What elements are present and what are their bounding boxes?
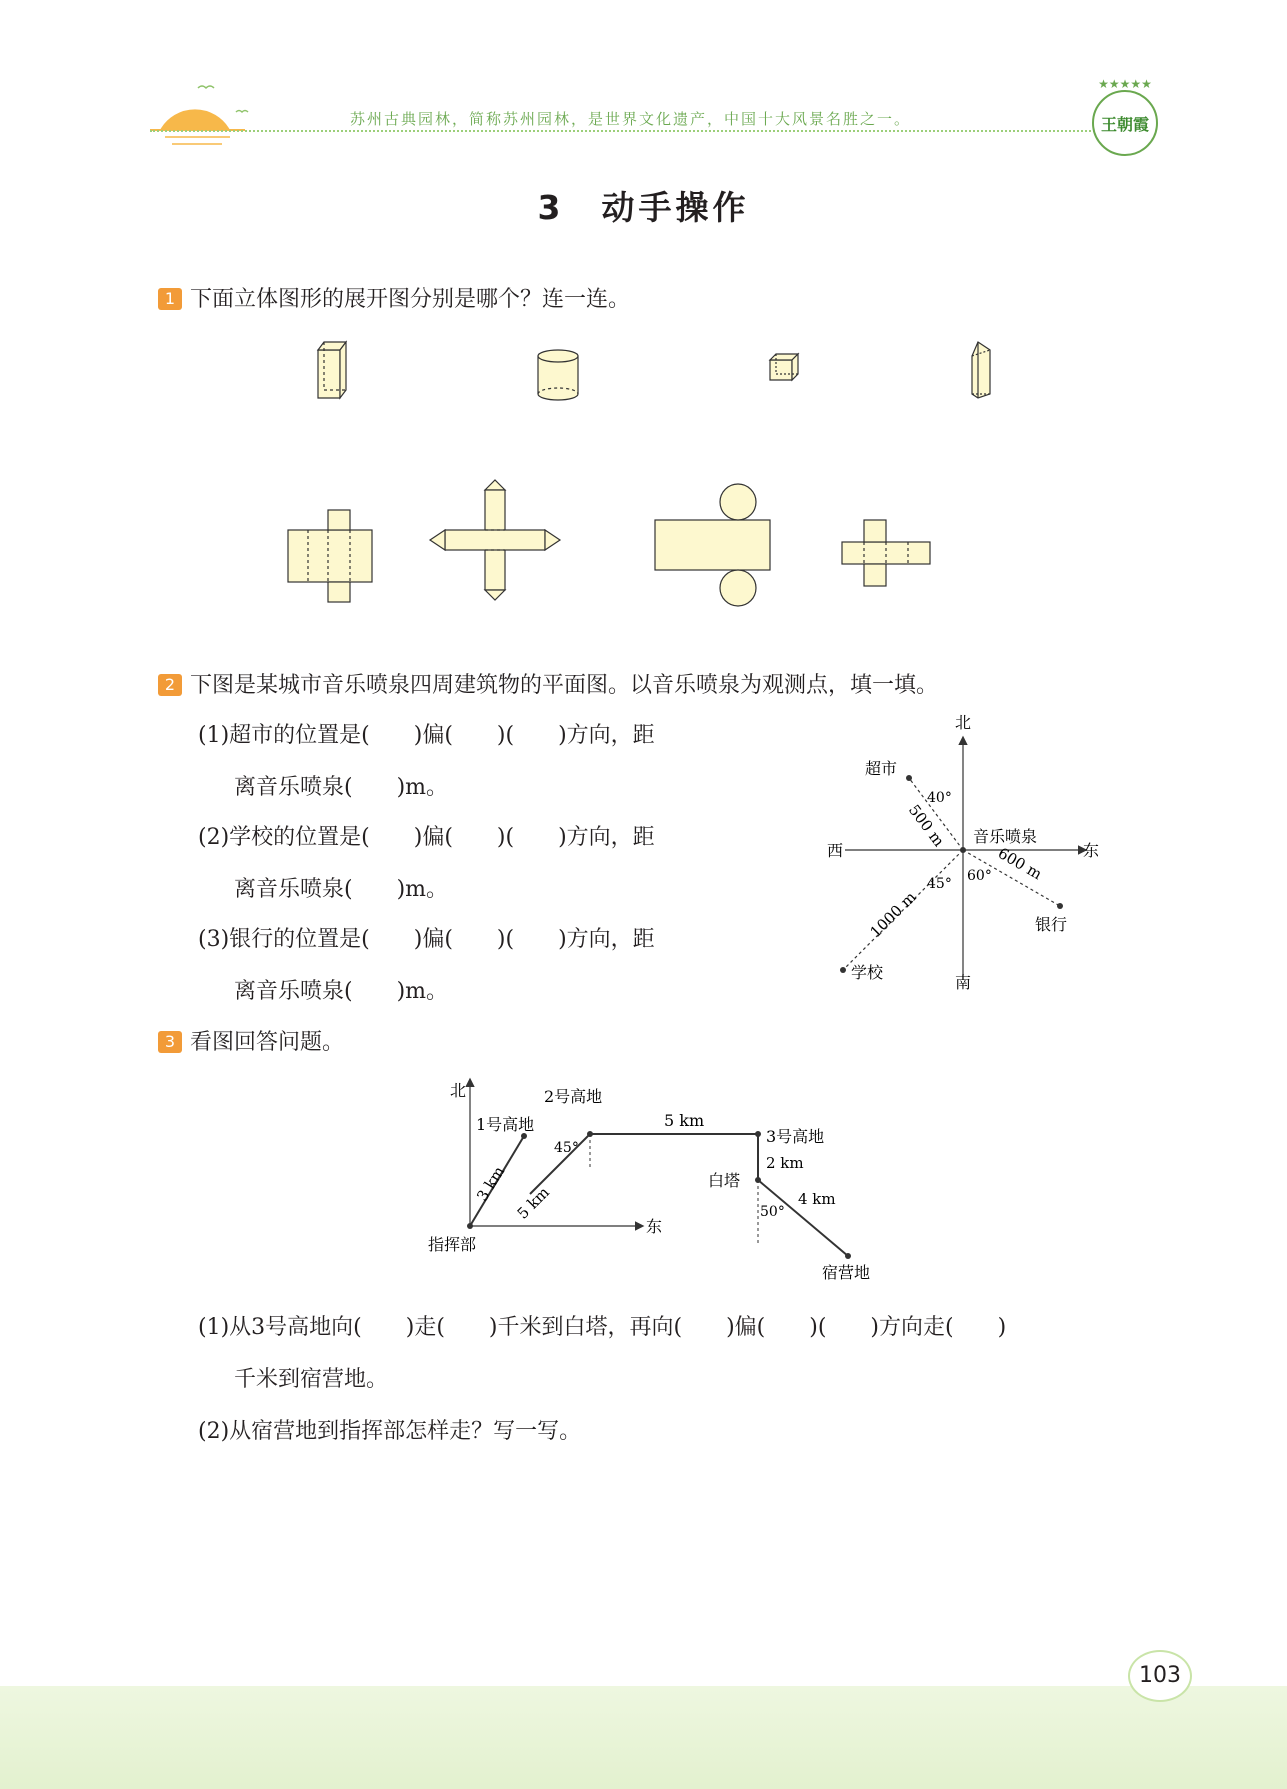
net-cuboid[interactable]	[288, 510, 372, 602]
q3-dist-hill1-hill2: 5 km	[513, 1183, 553, 1223]
q2-dist-bank: 600 m	[994, 843, 1046, 884]
q1-text: 下面立体图形的展开图分别是哪个？连一连。	[190, 287, 631, 312]
q2-item3-line1[interactable]: (3)银行的位置是( )偏( )( )方向，距	[198, 927, 655, 952]
sunset-logo	[150, 80, 260, 150]
q2-item2-line2[interactable]: 离音乐喷泉( )m。	[234, 877, 449, 902]
q1-number: 1	[158, 288, 182, 310]
q3-map	[420, 1070, 900, 1290]
q2-number: 2	[158, 674, 182, 696]
q3-dist-hq-hill1: 3 km	[473, 1162, 509, 1205]
q3-hq-label: 指挥部	[428, 1235, 477, 1254]
q2-south-label: 南	[954, 973, 972, 992]
svg-text:★★★★★: ★★★★★	[1098, 78, 1152, 91]
q3-item1-line2[interactable]: 千米到宿营地。	[234, 1367, 389, 1392]
brand-badge-text: 王朝霞	[1100, 115, 1150, 134]
net-prism[interactable]	[430, 480, 560, 600]
triangular-prism[interactable]	[972, 342, 990, 398]
q1-figures	[260, 320, 1040, 650]
q3-hill2-label: 2号高地	[544, 1087, 603, 1106]
page-title: 3 动手操作	[537, 188, 750, 227]
q2-school-label: 学校	[851, 963, 884, 982]
q1-heading	[158, 282, 630, 313]
q3-camp-label: 宿营地	[822, 1263, 871, 1282]
brand-badge	[1085, 78, 1165, 168]
q2-heading	[158, 668, 938, 699]
tall-cuboid[interactable]	[318, 342, 346, 398]
header-motto: 苏州古典园林，简称苏州园林，是世界文化遗产，中国十大风景名胜之一。	[350, 110, 912, 128]
q3-dist-hill2-hill3: 5 km	[664, 1111, 705, 1130]
q2-west-label: 西	[826, 841, 844, 860]
q2-item1-line1[interactable]: (1)超市的位置是( )偏( )( )方向，距	[198, 723, 655, 748]
q2-angle-school: 45°	[927, 876, 952, 892]
net-cube[interactable]	[842, 520, 930, 586]
q3-angle-tower: 50°	[760, 1204, 785, 1220]
q2-bank-label: 银行	[1035, 915, 1068, 934]
q3-item1-line1[interactable]: (1)从3号高地向( )走( )千米到白塔，再向( )偏( )( )方向走( )	[198, 1315, 1007, 1340]
q3-hill3-label: 3号高地	[766, 1127, 825, 1146]
q3-east-label: 东	[646, 1217, 663, 1236]
q3-north-label: 北	[450, 1081, 467, 1100]
q2-east-label: 东	[1082, 841, 1100, 860]
cube[interactable]	[770, 354, 798, 380]
q2-item2-line1[interactable]: (2)学校的位置是( )偏( )( )方向，距	[198, 825, 655, 850]
net-cylinder[interactable]	[655, 484, 770, 606]
page-number: 103	[1128, 1650, 1192, 1702]
q2-dist-supermarket: 500 m	[904, 801, 949, 851]
q3-hill1-label: 1号高地	[476, 1115, 535, 1134]
q3-tower-label: 白塔	[708, 1171, 741, 1190]
q2-center-label: 音乐喷泉	[973, 827, 1038, 846]
q2-angle-supermarket: 40°	[927, 790, 952, 806]
q2-item1-line2[interactable]: 离音乐喷泉( )m。	[234, 775, 449, 800]
q2-map	[815, 710, 1115, 1000]
q3-dist-hill3-tower: 2 km	[766, 1154, 804, 1172]
q2-item3-line2[interactable]: 离音乐喷泉( )m。	[234, 979, 449, 1004]
q3-item2-line1[interactable]: (2)从宿营地到指挥部怎样走？写一写。	[198, 1419, 582, 1444]
q3-text: 看图回答问题。	[190, 1030, 345, 1055]
q3-heading	[158, 1025, 344, 1056]
q2-angle-bank: 60°	[967, 868, 992, 884]
q2-supermarket-label: 超市	[865, 759, 898, 778]
q2-north-label: 北	[954, 713, 972, 732]
q2-text: 下图是某城市音乐喷泉四周建筑物的平面图。以音乐喷泉为观测点，填一填。	[190, 673, 939, 698]
cylinder[interactable]	[538, 350, 578, 400]
q3-number: 3	[158, 1031, 182, 1053]
q3-dist-tower-camp: 4 km	[798, 1190, 836, 1208]
q3-angle-hill2: 45°	[554, 1140, 579, 1156]
header-divider	[150, 130, 1110, 132]
footer-band	[0, 1686, 1287, 1789]
q2-dist-school: 1000 m	[866, 888, 920, 942]
